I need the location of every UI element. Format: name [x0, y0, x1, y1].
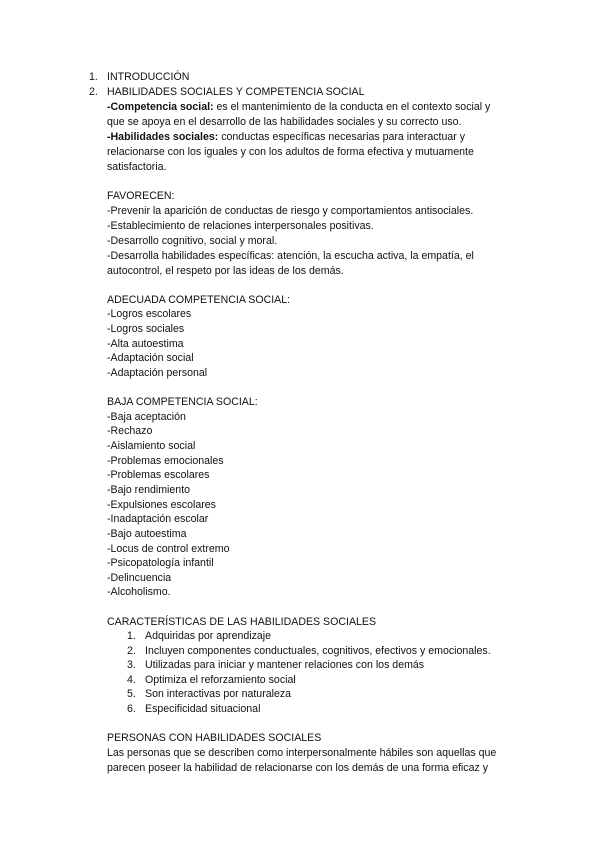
- list-item: -Adaptación social: [107, 352, 194, 364]
- list-item: -Establecimiento de relaciones interpersonales positivas.: [107, 220, 374, 232]
- list-item: -Logros escolares: [107, 308, 192, 320]
- list-item: -Delincuencia: [107, 572, 172, 584]
- list-item: -Alcoholismo.: [107, 586, 171, 598]
- list-item: -Psicopatología infantil: [107, 557, 214, 569]
- outline-number-2: 2.: [89, 86, 98, 98]
- definition-habilidades-text: conductas específicas necesarias para interactuar y: [218, 131, 466, 143]
- definition-competencia: [107, 100, 490, 115]
- definition-habilidades-line2: relacionarse con los iguales y con los adultos de forma efectiva y mutuamente: [107, 146, 474, 158]
- numbered-item-text: Incluyen componentes conductuales, cognitivos, efectivos y emocionales.: [145, 645, 491, 657]
- list-item: -Inadaptación escolar: [107, 513, 209, 525]
- definition-habilidades: [107, 130, 465, 145]
- definition-habilidades-line3: satisfactoria.: [107, 161, 167, 173]
- definition-competencia-line2: que se apoya en el desarrollo de las habilidades sociales y su correcto uso.: [107, 116, 462, 128]
- section-heading-personas: PERSONAS CON HABILIDADES SOCIALES: [107, 732, 322, 744]
- numbered-item-text: Son interactivas por naturaleza: [145, 688, 292, 700]
- numbered-item-number: 5.: [127, 688, 136, 700]
- numbered-item-text: Utilizadas para iniciar y mantener relaciones con los demás: [145, 659, 425, 671]
- section-heading-baja: BAJA COMPETENCIA SOCIAL:: [107, 396, 258, 408]
- list-item: autocontrol, el respeto por las ideas de los demás.: [107, 265, 344, 277]
- section-heading-adecuada: ADECUADA COMPETENCIA SOCIAL:: [107, 294, 291, 306]
- list-item: -Problemas escolares: [107, 469, 210, 481]
- list-item: -Bajo rendimiento: [107, 484, 191, 496]
- list-item: -Rechazo: [107, 425, 153, 437]
- list-item: -Alta autoestima: [107, 338, 184, 350]
- list-item: -Adaptación personal: [107, 367, 208, 379]
- numbered-item-number: 4.: [127, 674, 136, 686]
- list-item: -Logros sociales: [107, 323, 185, 335]
- list-item: -Desarrollo cognitivo, social y moral.: [107, 235, 278, 247]
- list-item: -Baja aceptación: [107, 411, 186, 423]
- definition-competencia-term: -Competencia social:: [107, 101, 214, 113]
- paragraph-line: parecen poseer la habilidad de relacionarse con los demás de una forma eficaz y: [107, 762, 489, 774]
- outline-number-1: 1.: [89, 71, 98, 83]
- list-item: -Aislamiento social: [107, 440, 196, 452]
- list-item: -Problemas emocionales: [107, 455, 224, 467]
- definition-competencia-text: es el mantenimiento de la conducta en el contexto social y: [213, 101, 491, 113]
- list-item: -Expulsiones escolares: [107, 499, 216, 511]
- outline-item-introduccion: INTRODUCCIÓN: [107, 71, 190, 83]
- outline-item-habilidades: HABILIDADES SOCIALES Y COMPETENCIA SOCIAL: [107, 86, 365, 98]
- numbered-item-number: 6.: [127, 703, 136, 715]
- numbered-item-text: Especificidad situacional: [145, 703, 261, 715]
- numbered-item-number: 3.: [127, 659, 136, 671]
- numbered-item-text: Adquiridas por aprendizaje: [145, 630, 272, 642]
- section-heading-caracteristicas: CARACTERÍSTICAS DE LAS HABILIDADES SOCIALES: [107, 616, 377, 628]
- list-item: -Prevenir la aparición de conductas de riesgo y comportamientos antisociales.: [107, 205, 474, 217]
- list-item: -Locus de control extremo: [107, 543, 230, 555]
- definition-habilidades-term: -Habilidades sociales:: [107, 131, 219, 143]
- numbered-item-text: Optimiza el reforzamiento social: [145, 674, 296, 686]
- numbered-item-number: 1.: [127, 630, 136, 642]
- list-item: -Desarrolla habilidades específicas: atención, la escucha activa, la empatía, el: [107, 250, 474, 262]
- list-item: -Bajo autoestima: [107, 528, 187, 540]
- numbered-item-number: 2.: [127, 645, 136, 657]
- section-heading-favorecen: FAVORECEN:: [107, 190, 175, 202]
- paragraph-line: Las personas que se describen como interpersonalmente hábiles son aquellas que: [107, 747, 497, 759]
